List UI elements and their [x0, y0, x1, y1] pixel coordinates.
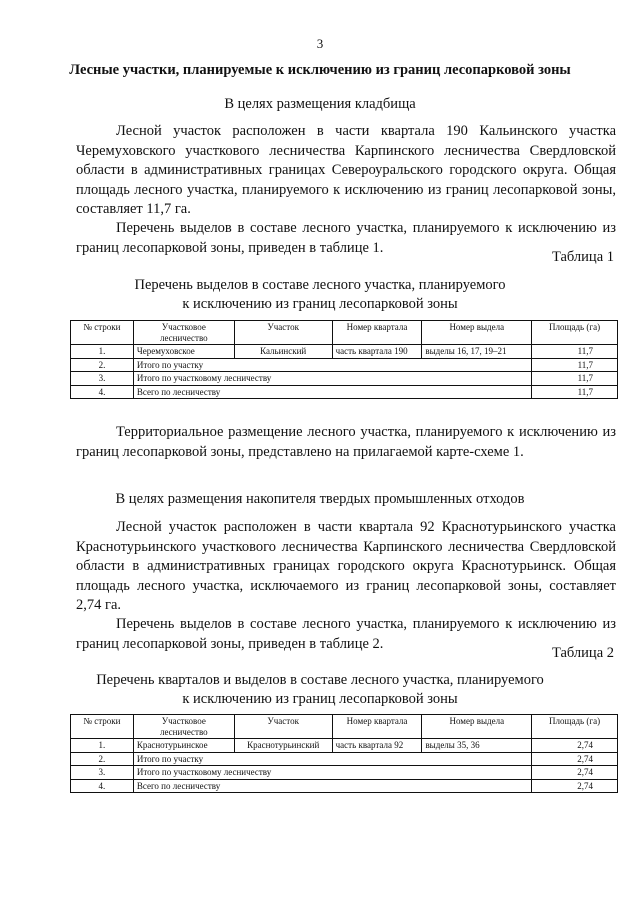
table1-label: Таблица 1	[551, 249, 614, 265]
table2	[70, 714, 618, 793]
table2-label: Таблица 2	[551, 645, 614, 661]
table-cell: 2,74	[532, 779, 618, 793]
table-row	[71, 779, 618, 793]
table-row	[71, 345, 618, 359]
table2-caption-line2: к исключению из границ лесопарковой зоны	[182, 691, 458, 707]
table-row	[71, 752, 618, 766]
table-header-cell: Номер квартала	[332, 321, 422, 345]
table-row	[71, 358, 618, 372]
table-cell: 2.	[71, 752, 134, 766]
table-cell: Краснотурьинское	[133, 739, 234, 753]
section2-paragraph-2: Перечень выделов в составе лесного участка, планируемого к исключению из границ лесопарковой зоны, приведен в таблице 2.	[76, 616, 616, 652]
table-cell: 4.	[71, 385, 134, 399]
section1-paragraph-3: Территориальное размещение лесного участка, планируемого к исключению из границ лесопарковой зоны, представлено на прилагаемой карте-схеме 1.	[76, 424, 616, 460]
table-header-cell: Номер выдела	[422, 321, 532, 345]
table-cell: выделы 16, 17, 19–21	[422, 345, 532, 359]
table-cell: 3.	[71, 372, 134, 386]
table-cell: Всего по лесничеству	[133, 385, 531, 399]
table-header-cell: Номер выдела	[422, 715, 532, 739]
table-cell: Итого по участку	[133, 752, 531, 766]
table-row	[71, 372, 618, 386]
page-number: 3	[316, 36, 324, 51]
table-header-cell: Площадь (га)	[532, 715, 618, 739]
table-header-cell: Номер квартала	[332, 715, 422, 739]
table-cell: 3.	[71, 766, 134, 780]
table1-caption	[0, 276, 640, 314]
table-cell: 1.	[71, 345, 134, 359]
table-cell: 2,74	[532, 752, 618, 766]
table-cell: 11,7	[532, 372, 618, 386]
table-cell: 2,74	[532, 766, 618, 780]
table-cell: часть квартала 92	[332, 739, 422, 753]
table-header-cell: № строки	[71, 715, 134, 739]
table2-caption-line1: Перечень кварталов и выделов в составе лесного участка, планируемого	[96, 672, 544, 688]
table-cell: Краснотурьинский	[234, 739, 332, 753]
section1-paragraph-2: Перечень выделов в составе лесного участка, планируемого к исключению из границ лесопарковой зоны, приведен в таблице 1.	[76, 220, 616, 256]
table1-caption-line2: к исключению из границ лесопарковой зоны	[182, 296, 458, 312]
table1	[70, 320, 618, 399]
table-row	[71, 739, 618, 753]
document-title: Лесные участки, планируемые к исключению из границ лесопарковой зоны	[69, 62, 571, 78]
table-cell: 2.	[71, 358, 134, 372]
table-cell: 4.	[71, 779, 134, 793]
table-cell: 11,7	[532, 345, 618, 359]
table-cell: Всего по лесничеству	[133, 779, 531, 793]
table-cell: Итого по участку	[133, 358, 531, 372]
table-cell: Кальинский	[234, 345, 332, 359]
table1-caption-line1: Перечень выделов в составе лесного участка, планируемого	[134, 277, 506, 293]
table2-caption	[0, 671, 640, 709]
table-header-cell: Участковое лесничество	[133, 715, 234, 739]
table-header-cell: Участковое лесничество	[133, 321, 234, 345]
table-cell: выделы 35, 36	[422, 739, 532, 753]
table-cell: 1.	[71, 739, 134, 753]
table-cell: 2,74	[532, 739, 618, 753]
table-header-cell: Площадь (га)	[532, 321, 618, 345]
table-cell: часть квартала 190	[332, 345, 422, 359]
table-header-row	[71, 715, 618, 739]
section1-heading: В целях размещения кладбища	[224, 96, 416, 112]
section2-heading: В целях размещения накопителя твердых промышленных отходов	[115, 491, 525, 507]
section1-paragraph-1: Лесной участок расположен в части квартала 190 Кальинского участка Черемуховского участкового лесничества Карпинского лесничества Свердловской области в административных границах Североуральского городского округа. Общая площадь лесного участка, планируемого к исключению из границ лесопарковой зоны, составляет 11,7 га.	[76, 123, 616, 217]
table-cell: 11,7	[532, 358, 618, 372]
table-row	[71, 385, 618, 399]
section2-paragraph-1: Лесной участок расположен в части квартала 92 Краснотурьинского участка Краснотурьинского участкового лесничества Карпинского лесничества Свердловской области в административных границах городского округа Краснотурьинск. Общая площадь лесного участка, исключаемого из границ лесопарковой зоны, составляет 2,74 га.	[76, 519, 616, 613]
table-cell: Черемуховское	[133, 345, 234, 359]
table-header-row	[71, 321, 618, 345]
table-header-cell: Участок	[234, 321, 332, 345]
table-row	[71, 766, 618, 780]
table-cell: Итого по участковому лесничеству	[133, 766, 531, 780]
table-cell: Итого по участковому лесничеству	[133, 372, 531, 386]
table-header-cell: Участок	[234, 715, 332, 739]
table-cell: 11,7	[532, 385, 618, 399]
table-header-cell: № строки	[71, 321, 134, 345]
